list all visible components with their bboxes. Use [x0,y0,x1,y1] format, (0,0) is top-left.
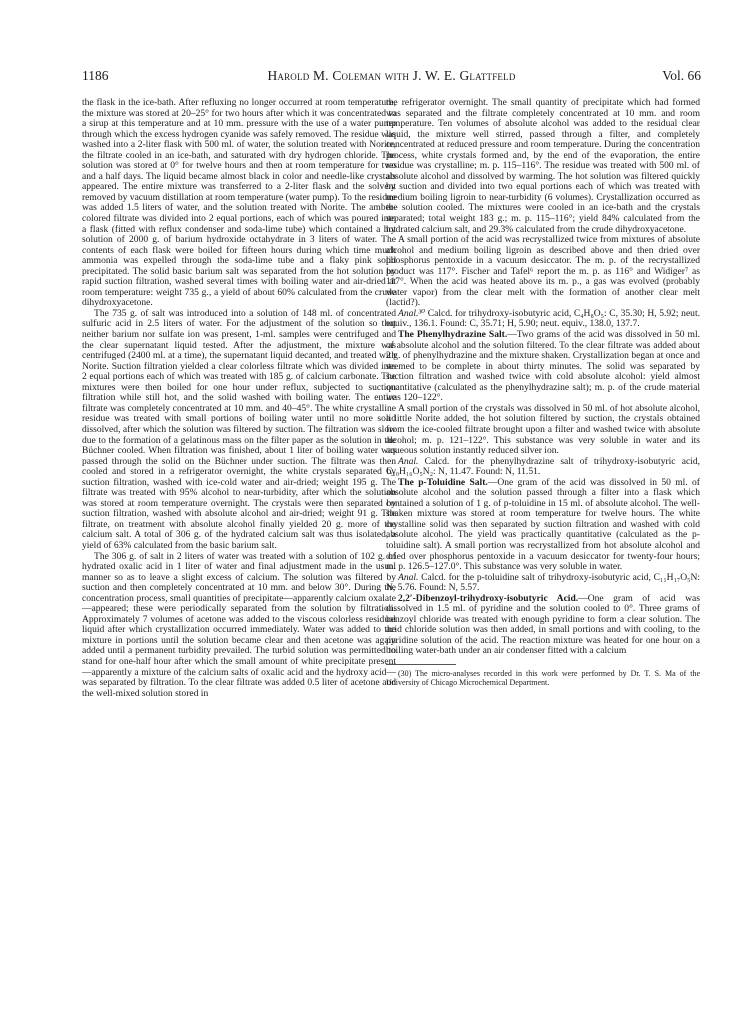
section-dibenzoyl-acid [386,594,700,657]
section-p-toluidine-salt [386,478,700,573]
analysis-text: Calcd. for the p-toluidine salt of trihydroxy-isobutyric acid, C₁₁H₁₇O₅N: N, 5.76. Found: N, 5.57. [386,571,700,594]
running-header [82,68,701,88]
anal-label: Anal. [398,571,419,583]
section-heading: The Phenylhydrazine Salt. [398,329,508,341]
section-heading: The p-Toluidine Salt. [398,476,488,488]
paragraph: the refrigerator overnight. The small quantity of precipitate which had formed was separated and the filtrate completely concentrated at 10 mm. and room temperature. Ten volumes of absolute alcohol was added to the residual clear liquid, the mixture well stirred, passed through a filter, and completely concentrated at reduced pressure and room temperature. During the concentration process, white crystals formed and, by the end of the evaporation, the entire residue was crystalline; m. p. 115–116°. The residue was treated with 500 ml. of absolute alcohol and dissolved by warming. The hot solution was filtered quickly by suction and divided into two equal portions each of which was treated with medium boiling ligroin to near-turbidity (6 volumes). Crystallization occurred as the solution cooled. The mixtures were cooled in an ice-bath and the crystals separated; total weight 183 g.; m. p. 115–116°; yield 84% calculated from the hydrated calcium salt, and 29.3% calculated from the crude dihydroxyacetone. [386,97,700,235]
paragraph: the flask in the ice-bath. After refluxing no longer occurred at room temperature, the mixture was stored at 20–25° for two hours after which it was concentrated to a sirup at this temperature and at 10 mm. pressure with the use of a water pump through which the excess hydrogen cyanide was safely removed. The residue was washed into a 2-liter flask with 500 ml. of water, the solution treated with Norite, the filtrate cooled in an ice-bath, and saturated with dry hydrogen chloride. The solution was stored at 0° for twelve hours and then at room temperature for two and a half days. The liquid became almost black in color and needle-like crystals appeared. The entire mixture was transferred to a 2-liter flask and the solvent removed by vacuum distillation at room temperature (water pump). To the residue was added 1.5 liters of water, and the solution treated with Norite. The amber-colored filtrate was divided into 2 equal portions, each of which was poured into a flask (fitted with reflux condenser and soda-lime tube) which contained a hot solution of 2000 g. of barium hydroxide octahydrate in 3 liters of water. The contents of each flask were boiled for fifteen hours during which time much ammonia was expelled through the soda-lime tube and a flaky pink solid precipitated. The solid basic barium salt was separated from the hot solution by rapid suction filtration, washed several times with boiling water and air-dried at room temperature: weight 735 g., a yield of about 60% calculated from the crude dihydroxyacetone. [82,97,396,309]
paragraph: The 735 g. of salt was introduced into a solution of 148 ml. of concentrated sulfuric acid in 2.5 liters of water. For the adjustment of the solution so that neither barium nor sulfate ion was present, 1-ml. samples were centrifuged and the clear supernatant liquid tested. After the adjustment, the mixture was centrifuged (2400 ml. at a time), the supernatant liquid decanted, and treated with Norite. Suction filtration yielded a clear colorless filtrate which was divided into 2 equal portions each of which was treated with 185 g. of calcium carbonate. The mixtures were then boiled for one hour under reflux, subjected to suction filtration while still hot, and the solid washed with boiling water. The entire filtrate was completely concentrated at 10 mm. and 40–45°. The white crystalline residue was treated with small portions of boiling water until no more solid dissolved, after which the solution was filtered by suction. The filtration was slow due to the formation of a gelatinous mass on the filter paper as the solution in the Büchner cooled. When filtration was finished, about 1 liter of boiling water was passed through the solid on the Büchner under suction. The filtrate was then cooled and stored in a refrigerator overnight, the white crystals separated by suction filtration, washed with ice-cold water and air-dried; weight 195 g. The filtrate was treated with 95% alcohol to near-turbidity, after which the solution was stored at room temperature overnight. The crystals were then separated by suction filtration, washed with absolute alcohol and air-dried; weight 91 g. The filtrate, on treatment with absolute alcohol finally yielded 20 g. more of the calcium salt. A total of 306 g. of the hydrated calcium salt was thus isolated, a yield of 63% calculated from the basic barium salt. [82,307,396,551]
footnote-divider [386,664,456,665]
page-number: 1186 [82,68,109,83]
left-column [82,98,396,699]
section-text: —One gram of acid was dissolved in 1.5 ml. of pyridine and the solution cooled to 0°. Three grams of benzoyl chloride was treated with enough pyridine to form a clear solution. The acid chloride solution was then added, in small portions and with cooling, to the pyridine solution of the acid. The reaction mixture was heated for one hour on a boiling water-bath under an air condenser fitted with a calcium [386,592,700,657]
analysis-paragraph [386,457,700,478]
anal-label: Anal. [398,455,419,467]
section-text: —One gram of the acid was dissolved in 50 ml. of absolute alcohol and the solution passed through a filter into a flask which contained a solution of 1 g. of p-toluidine in 15 ml. of absolute alcohol. The well-shaken mixture was stored at room temperature for twelve hours. The white crystalline solid was then separated by suction filtration and washed with cold absolute alcohol. The yield was practically quantitative (calculated as the p-toluidine salt). A small portion was recrystallized from hot absolute alcohol and dried over phosphorus pentoxide in a vacuum desiccator for twenty-four hours; m. p. 126.5–127.0°. This substance was very soluble in water. [386,476,700,573]
volume-label: Vol. 66 [662,68,701,83]
section-text: —Two grams of the acid was dissolved in 50 ml. of absolute alcohol and the solution filtered. To the clear filtrate was added about 2 g. of phenylhydrazine and the mixture shaken. Crystallization began at once and seemed to be complete in about thirty minutes. The solid was separated by suction filtration and washed twice with cold absolute alcohol: yield almost quantitative (calculated as the phenylhydrazine salt); m. p. of the crude material was 120–122°. [386,329,700,404]
anal-label: Anal.³⁰ [398,307,426,319]
section-phenylhydrazine-salt [386,330,700,404]
paragraph: A small portion of the crystals was dissolved in 50 ml. of hot absolute alcohol, a little Norite added, the hot solution filtered by suction, the crystals obtained from the ice-cooled filtrate brought upon a filter and washed twice with absolute alcohol; m. p. 121–122°. This substance was very soluble in water and its aqueous solution instantly reduced silver ion. [386,402,700,457]
right-column [386,98,700,688]
analysis-text: Calcd. for the phenylhydrazine salt of trihydroxy-isobutyric acid, C₁₀H₁₆O₅N₂: N, 11.47. Found: N, 11.51. [386,455,700,478]
analysis-text: Calcd. for trihydroxy-isobutyric acid, C₄H₈O₅: C, 35.30; H, 5.92; neut. equiv., 136.1. Found: C, 35.71; H, 5.90; neut. equiv., 138.0, 137.7. [386,307,700,330]
analysis-paragraph [386,573,700,594]
footnote: (30) The micro-analyses recorded in this work were performed by Dr. T. S. Ma of the University of Chicago Microchemical Department. [386,668,700,688]
running-title: Harold M. Coleman with J. W. E. Glattfeld [267,68,516,83]
section-heading: 2,2′-Dibenzoyl-trihydroxy-isobutyric Acid. [398,592,579,604]
paragraph: A small portion of the acid was recrystallized twice from mixtures of absolute alcohol and medium boiling ligroin as described above and then dried over phosphorus pentoxide in a vacuum desiccator. The m. p. of the recrystallized product was 117°. Fischer and Tafel⁶ report the m. p. as 116° and Widiger⁷ as 117°. When the acid was heated above its m. p., a gas was evolved (probably water vapor) from the clear melt with the formation of another clear melt (lactid?). [386,234,700,309]
paragraph: The 306 g. of salt in 2 liters of water was treated with a solution of 102 g. of hydrated oxalic acid in 1 liter of water and final adjustment made in the usual manner so as to leave a slight excess of calcium. The solution was filtered by suction and then completely concentrated at 10 mm. and below 30°. During the concentration process, small quantities of precipitate—apparently calcium oxalate—appeared; these were periodically separated from the solution by filtration. Approximately 7 volumes of acetone was added to the viscous colorless residual liquid after which crystallization occurred immediately. Water was added to the mixture in portions until the solution became clear and then acetone was again added until a permanent turbidity prevailed. The turbid solution was permitted to stand for one-half hour after which the small amount of white precipitate present—apparently a mixture of the calcium salts of oxalic acid and the hydroxy acid—was separated by filtration. To the clear filtrate was added 0.5 liter of acetone and the well-mixed solution stored in [82,550,396,699]
analysis-paragraph [386,309,700,330]
